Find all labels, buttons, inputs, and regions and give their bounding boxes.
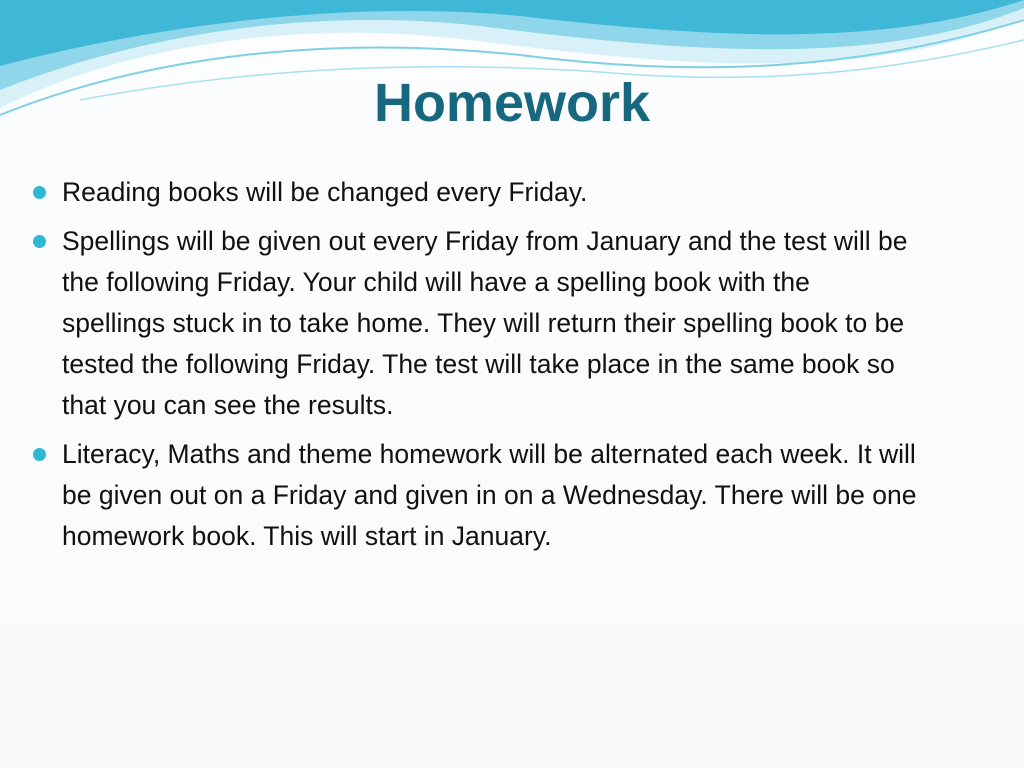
slide-title: Homework [373, 73, 651, 133]
bullet-text: Spellings will be given out every Friday from January and the test will be the following Friday. Your child will have a spelling book with the spellings stuck in to take home. They will return their spelling book to be tested the following Friday. The test will take place in the same book so that you can see the results. [62, 226, 908, 420]
bullet-text: Literacy, Maths and theme homework will be alternated each week. It will be given out on a Friday and given in on a Wednesday. There will be one homework book. This will start in January. [62, 439, 917, 551]
bullet-item-spellings [30, 221, 920, 426]
bullet-icon [33, 186, 46, 199]
bullet-text: Reading books will be changed every Friday. [62, 177, 588, 207]
bullet-icon [33, 235, 46, 248]
bullet-list [30, 172, 920, 565]
bullet-item-homework [30, 434, 920, 557]
bullet-icon [33, 448, 46, 461]
bullet-item-reading-books [30, 172, 920, 213]
